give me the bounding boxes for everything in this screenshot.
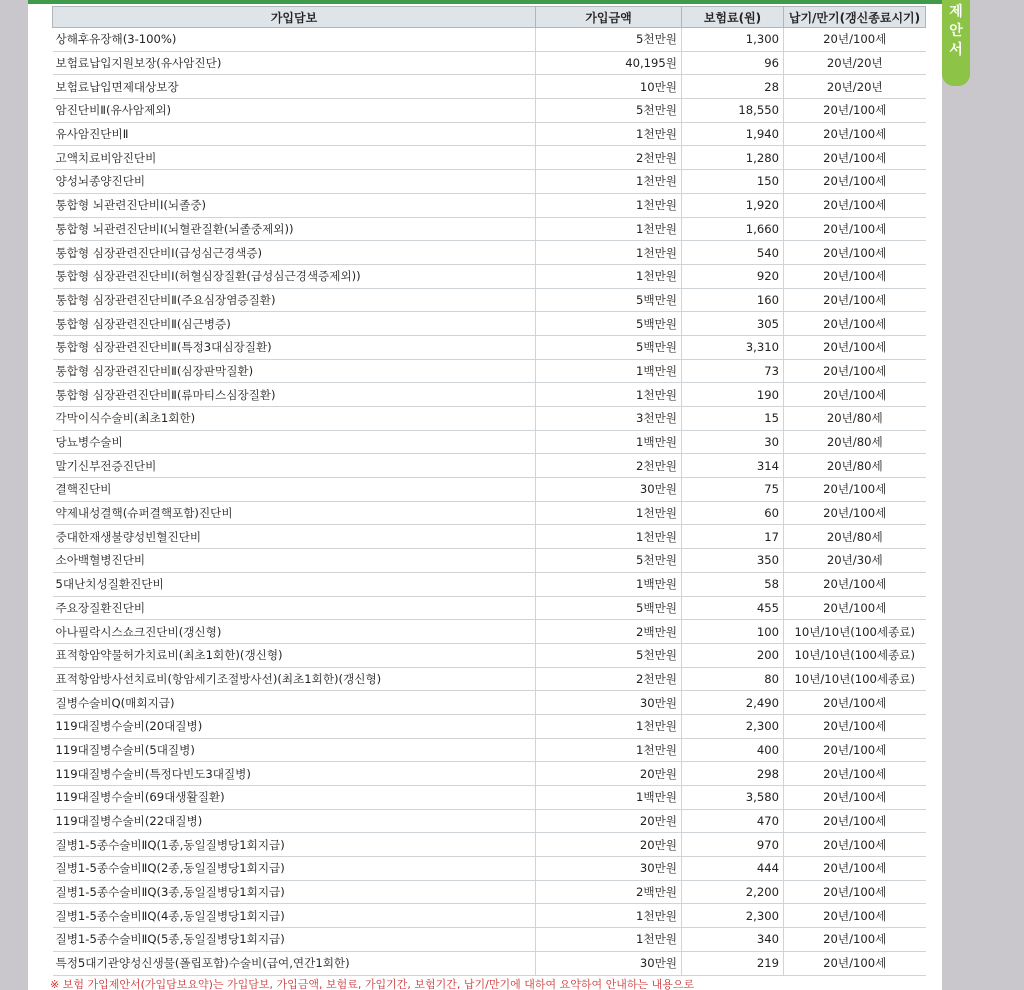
table-row [53, 714, 926, 738]
cell-amount: 5천만원 [536, 99, 682, 123]
cell-coverage-name: 질병1-5종수술비ⅡQ(3종,동일질병당1회지급) [53, 880, 536, 904]
cell-coverage-name: 119대질병수술비(5대질병) [53, 738, 536, 762]
cell-coverage-name: 당뇨병수술비 [53, 430, 536, 454]
cell-period: 20년/100세 [784, 28, 926, 52]
cell-period: 20년/100세 [784, 762, 926, 786]
cell-coverage-name: 유사암진단비Ⅱ [53, 122, 536, 146]
table-row [53, 264, 926, 288]
table-row [53, 217, 926, 241]
cell-amount: 5백만원 [536, 312, 682, 336]
table-row [53, 549, 926, 573]
cell-coverage-name: 암진단비Ⅱ(유사암제외) [53, 99, 536, 123]
cell-premium: 2,300 [682, 714, 784, 738]
cell-amount: 5천만원 [536, 643, 682, 667]
cell-amount: 1천만원 [536, 383, 682, 407]
side-tab-label: 제 안 서 [949, 4, 963, 58]
cell-period: 20년/100세 [784, 880, 926, 904]
cell-period: 10년/10년(100세종료) [784, 643, 926, 667]
cell-coverage-name: 보험료납입지원보장(유사암진단) [53, 51, 536, 75]
cell-coverage-name: 상해후유장해(3-100%) [53, 28, 536, 52]
cell-premium: 2,200 [682, 880, 784, 904]
cell-amount: 5백만원 [536, 335, 682, 359]
cell-amount: 1천만원 [536, 264, 682, 288]
table-row [53, 904, 926, 928]
cell-premium: 200 [682, 643, 784, 667]
cell-coverage-name: 각막이식수술비(최초1회한) [53, 407, 536, 431]
cell-amount: 2천만원 [536, 667, 682, 691]
table-row [53, 951, 926, 975]
cell-coverage-name: 119대질병수술비(20대질병) [53, 714, 536, 738]
coverage-table [52, 6, 926, 976]
cell-premium: 2,490 [682, 691, 784, 715]
cell-period: 20년/30세 [784, 549, 926, 573]
cell-period: 20년/20년 [784, 51, 926, 75]
cell-amount: 3천만원 [536, 407, 682, 431]
cell-premium: 970 [682, 833, 784, 857]
cell-period: 20년/100세 [784, 691, 926, 715]
cell-amount: 1백만원 [536, 572, 682, 596]
cell-coverage-name: 양성뇌종양진단비 [53, 170, 536, 194]
cell-coverage-name: 통합형 뇌관련진단비Ⅰ(뇌졸중) [53, 193, 536, 217]
cell-coverage-name: 질병1-5종수술비ⅡQ(2종,동일질병당1회지급) [53, 857, 536, 881]
cell-amount: 5백만원 [536, 288, 682, 312]
cell-period: 10년/10년(100세종료) [784, 620, 926, 644]
cell-premium: 75 [682, 478, 784, 502]
cell-amount: 2천만원 [536, 146, 682, 170]
cell-period: 20년/100세 [784, 786, 926, 810]
table-row [53, 454, 926, 478]
cell-period: 20년/80세 [784, 525, 926, 549]
cell-premium: 1,940 [682, 122, 784, 146]
cell-period: 20년/100세 [784, 264, 926, 288]
header-amount: 가입금액 [536, 7, 682, 28]
cell-period: 20년/100세 [784, 857, 926, 881]
cell-premium: 340 [682, 928, 784, 952]
side-tab-proposal[interactable] [942, 0, 970, 86]
cell-amount: 1천만원 [536, 193, 682, 217]
cell-coverage-name: 통합형 심장관련진단비Ⅰ(허혈심장질환(급성심근경색증제외)) [53, 264, 536, 288]
cell-amount: 30만원 [536, 478, 682, 502]
cell-period: 20년/20년 [784, 75, 926, 99]
cell-premium: 314 [682, 454, 784, 478]
cell-period: 20년/100세 [784, 217, 926, 241]
proposal-page [28, 0, 942, 990]
cell-period: 20년/100세 [784, 572, 926, 596]
cell-coverage-name: 통합형 심장관련진단비Ⅱ(심장판막질환) [53, 359, 536, 383]
table-row [53, 75, 926, 99]
cell-period: 20년/100세 [784, 738, 926, 762]
cell-period: 20년/100세 [784, 383, 926, 407]
table-row [53, 359, 926, 383]
cell-amount: 5천만원 [536, 549, 682, 573]
cell-premium: 298 [682, 762, 784, 786]
cell-coverage-name: 약제내성결핵(슈퍼결핵포함)진단비 [53, 501, 536, 525]
cell-coverage-name: 질병1-5종수술비ⅡQ(4종,동일질병당1회지급) [53, 904, 536, 928]
table-row [53, 335, 926, 359]
table-row [53, 786, 926, 810]
table-row [53, 501, 926, 525]
cell-amount: 10만원 [536, 75, 682, 99]
cell-period: 20년/100세 [784, 241, 926, 265]
cell-period: 20년/100세 [784, 312, 926, 336]
cell-amount: 2백만원 [536, 620, 682, 644]
cell-premium: 18,550 [682, 99, 784, 123]
table-row [53, 738, 926, 762]
cell-premium: 350 [682, 549, 784, 573]
table-row [53, 170, 926, 194]
cell-premium: 455 [682, 596, 784, 620]
cell-period: 10년/10년(100세종료) [784, 667, 926, 691]
cell-premium: 920 [682, 264, 784, 288]
cell-period: 20년/80세 [784, 454, 926, 478]
table-row [53, 241, 926, 265]
cell-amount: 1백만원 [536, 359, 682, 383]
cell-amount: 5백만원 [536, 596, 682, 620]
cell-amount: 2백만원 [536, 880, 682, 904]
cell-coverage-name: 소아백혈병진단비 [53, 549, 536, 573]
cell-coverage-name: 특정5대기관양성신생물(폴립포함)수술비(급여,연간1회한) [53, 951, 536, 975]
cell-period: 20년/100세 [784, 951, 926, 975]
cell-coverage-name: 중대한재생불량성빈혈진단비 [53, 525, 536, 549]
cell-amount: 1천만원 [536, 904, 682, 928]
cell-premium: 3,310 [682, 335, 784, 359]
table-row [53, 525, 926, 549]
cell-premium: 15 [682, 407, 784, 431]
cell-period: 20년/100세 [784, 833, 926, 857]
table-row [53, 383, 926, 407]
cell-period: 20년/100세 [784, 904, 926, 928]
cell-premium: 1,280 [682, 146, 784, 170]
cell-period: 20년/100세 [784, 146, 926, 170]
cell-period: 20년/100세 [784, 288, 926, 312]
cell-premium: 2,300 [682, 904, 784, 928]
cell-period: 20년/100세 [784, 193, 926, 217]
header-coverage: 가입담보 [53, 7, 536, 28]
table-row [53, 880, 926, 904]
cell-period: 20년/100세 [784, 335, 926, 359]
cell-period: 20년/80세 [784, 407, 926, 431]
table-row [53, 620, 926, 644]
table-row [53, 288, 926, 312]
cell-coverage-name: 표적항암약물허가치료비(최초1회한)(갱신형) [53, 643, 536, 667]
table-row [53, 51, 926, 75]
cell-coverage-name: 고액치료비암진단비 [53, 146, 536, 170]
coverage-table-body [53, 28, 926, 976]
cell-premium: 60 [682, 501, 784, 525]
cell-coverage-name: 보험료납입면제대상보장 [53, 75, 536, 99]
cell-period: 20년/100세 [784, 501, 926, 525]
cell-amount: 1천만원 [536, 241, 682, 265]
coverage-table-header [53, 7, 926, 28]
cell-coverage-name: 주요장질환진단비 [53, 596, 536, 620]
cell-premium: 96 [682, 51, 784, 75]
cell-premium: 190 [682, 383, 784, 407]
cell-period: 20년/100세 [784, 596, 926, 620]
table-row [53, 430, 926, 454]
section-header-bar [28, 0, 942, 4]
cell-coverage-name: 119대질병수술비(22대질병) [53, 809, 536, 833]
cell-amount: 1천만원 [536, 928, 682, 952]
cell-premium: 444 [682, 857, 784, 881]
table-row [53, 28, 926, 52]
table-row [53, 928, 926, 952]
cell-period: 20년/100세 [784, 122, 926, 146]
footnote: ※ 보험 가입제안서(가입담보요약)는 가입담보, 가입금액, 보험료, 가입기간, 보험기간, 납기/만기에 대하여 요약하여 안내하는 내용으로 [50, 978, 695, 990]
cell-amount: 1천만원 [536, 122, 682, 146]
cell-amount: 5천만원 [536, 28, 682, 52]
cell-premium: 73 [682, 359, 784, 383]
header-premium: 보험료(원) [682, 7, 784, 28]
table-row [53, 691, 926, 715]
cell-premium: 219 [682, 951, 784, 975]
cell-coverage-name: 통합형 심장관련진단비Ⅱ(주요심장염증질환) [53, 288, 536, 312]
cell-premium: 1,660 [682, 217, 784, 241]
cell-premium: 150 [682, 170, 784, 194]
table-row [53, 643, 926, 667]
cell-premium: 1,920 [682, 193, 784, 217]
table-row [53, 596, 926, 620]
cell-amount: 1천만원 [536, 217, 682, 241]
cell-amount: 20만원 [536, 762, 682, 786]
cell-amount: 1천만원 [536, 501, 682, 525]
cell-amount: 1천만원 [536, 738, 682, 762]
table-row [53, 122, 926, 146]
cell-period: 20년/100세 [784, 99, 926, 123]
cell-coverage-name: 질병1-5종수술비ⅡQ(5종,동일질병당1회지급) [53, 928, 536, 952]
cell-premium: 540 [682, 241, 784, 265]
cell-coverage-name: 통합형 심장관련진단비Ⅱ(류마티스심장질환) [53, 383, 536, 407]
table-row [53, 146, 926, 170]
cell-premium: 28 [682, 75, 784, 99]
cell-amount: 1백만원 [536, 430, 682, 454]
table-row [53, 857, 926, 881]
cell-premium: 30 [682, 430, 784, 454]
cell-coverage-name: 질병1-5종수술비ⅡQ(1종,동일질병당1회지급) [53, 833, 536, 857]
cell-amount: 20만원 [536, 809, 682, 833]
table-row [53, 312, 926, 336]
cell-amount: 1천만원 [536, 714, 682, 738]
cell-premium: 58 [682, 572, 784, 596]
table-row [53, 667, 926, 691]
table-row [53, 833, 926, 857]
cell-amount: 30만원 [536, 951, 682, 975]
cell-amount: 30만원 [536, 691, 682, 715]
cell-amount: 30만원 [536, 857, 682, 881]
table-row [53, 99, 926, 123]
cell-amount: 1천만원 [536, 170, 682, 194]
cell-coverage-name: 통합형 뇌관련진단비Ⅰ(뇌혈관질환(뇌졸중제외)) [53, 217, 536, 241]
cell-amount: 1백만원 [536, 786, 682, 810]
cell-premium: 160 [682, 288, 784, 312]
table-row [53, 193, 926, 217]
cell-amount: 40,195원 [536, 51, 682, 75]
table-row [53, 572, 926, 596]
table-row [53, 407, 926, 431]
cell-coverage-name: 표적항암방사선치료비(항암세기조절방사선)(최초1회한)(갱신형) [53, 667, 536, 691]
table-row [53, 809, 926, 833]
cell-coverage-name: 119대질병수술비(특정다빈도3대질병) [53, 762, 536, 786]
cell-premium: 470 [682, 809, 784, 833]
cell-period: 20년/80세 [784, 430, 926, 454]
cell-premium: 305 [682, 312, 784, 336]
cell-coverage-name: 통합형 심장관련진단비Ⅱ(심근병증) [53, 312, 536, 336]
cell-premium: 80 [682, 667, 784, 691]
cell-period: 20년/100세 [784, 359, 926, 383]
table-row [53, 762, 926, 786]
cell-premium: 400 [682, 738, 784, 762]
cell-period: 20년/100세 [784, 928, 926, 952]
cell-period: 20년/100세 [784, 809, 926, 833]
cell-premium: 3,580 [682, 786, 784, 810]
cell-coverage-name: 말기신부전증진단비 [53, 454, 536, 478]
table-row [53, 478, 926, 502]
cell-amount: 1천만원 [536, 525, 682, 549]
cell-coverage-name: 119대질병수술비(69대생활질환) [53, 786, 536, 810]
cell-period: 20년/100세 [784, 714, 926, 738]
cell-coverage-name: 통합형 심장관련진단비Ⅰ(급성심근경색증) [53, 241, 536, 265]
cell-amount: 20만원 [536, 833, 682, 857]
cell-premium: 100 [682, 620, 784, 644]
cell-period: 20년/100세 [784, 478, 926, 502]
cell-premium: 17 [682, 525, 784, 549]
cell-premium: 1,300 [682, 28, 784, 52]
cell-coverage-name: 아나필락시스쇼크진단비(갱신형) [53, 620, 536, 644]
cell-coverage-name: 결핵진단비 [53, 478, 536, 502]
cell-coverage-name: 5대난치성질환진단비 [53, 572, 536, 596]
header-period: 납기/만기(갱신종료시기) [784, 7, 926, 28]
cell-coverage-name: 질병수술비Q(매회지급) [53, 691, 536, 715]
cell-period: 20년/100세 [784, 170, 926, 194]
cell-coverage-name: 통합형 심장관련진단비Ⅱ(특정3대심장질환) [53, 335, 536, 359]
cell-amount: 2천만원 [536, 454, 682, 478]
